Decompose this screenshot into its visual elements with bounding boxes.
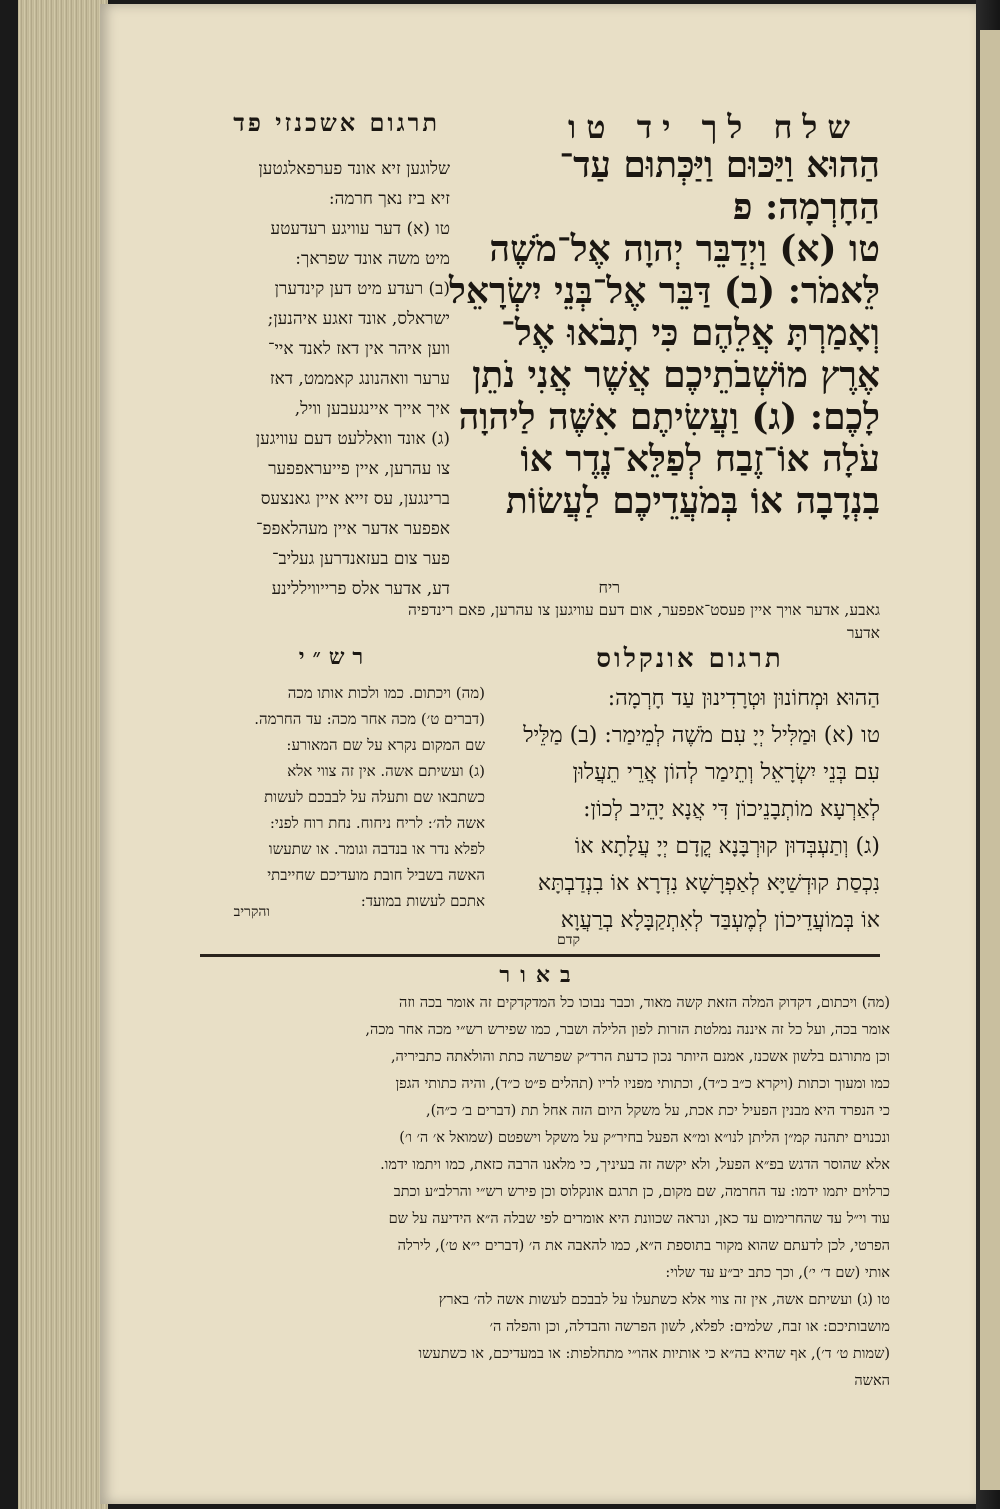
german-line: ישראלס, אונד זאגע איהנען;: [267, 309, 450, 329]
onkelos-line: נִכְסַת קוּדְשַׁיָּא לְאַפְרָשָׁא נִדְרָא אוֹ בִנְדַבְתָּא: [537, 871, 880, 896]
rashi-line: (מה) ויכתום. כמו ולכות אותו מכה: [287, 684, 485, 702]
german-line: אפפער אדער איין מעהלאפפ־: [256, 519, 450, 539]
biur-line: (שמות ט׳ ד׳), אף שהיא בה״א כי אותיות אהו״י מתחלפות: או במעדיכם, או כשתעשו: [418, 1346, 890, 1362]
german-line: צו עהרען, איין פייעראפפער: [268, 459, 450, 479]
biur-line: כי הנפרד היא מבנין הפעיל יכת אכת, על משקל היום הזה אחל תת (דברים ב׳ כ״ה),: [425, 1103, 890, 1119]
verse-catchword: ריח: [598, 578, 620, 597]
german-cont-line: אדער: [846, 624, 880, 642]
verse-line: וְאָמַרְתָּ אֲלֵהֶם כִּי תָבֹאוּ אֶל־: [501, 312, 880, 354]
german-line: (ב) רעדע מיט דען קינדערן: [274, 279, 450, 299]
verse-line: בִנְדָבָה אוֹ בְּמֹעֲדֵיכֶם לַעֲשׂוֹת: [505, 480, 880, 522]
german-line: זיא ביז נאך חרמה:: [328, 189, 450, 209]
biur-line: כמו ומעוך וכתות (ויקרא כ״ב כ״ד), וכתותי מפניו לריו (תהלים פ״ט כ״ד), והיה כתותי הגפן: [395, 1076, 890, 1092]
verse-line: לֵּאמֹר: (ב) דַּבֵּר אֶל־בְּנֵי יִשְׂרָאֵל: [449, 270, 880, 312]
rashi-line: כשתבאו שם ותעלה על לבבכם לעשות: [264, 788, 485, 806]
onkelos-catchword: קדם: [557, 932, 580, 948]
verse-line: הַהוּא וַיַּכּוּם וַיַּכְּתוּם עַד־: [559, 144, 880, 186]
parsha-header: שלח לך יד טו: [568, 108, 860, 146]
german-line: שלוגען זיא אונד פערפאלגטען: [258, 159, 450, 179]
verse-line: הַחָרְמָה: פ: [732, 186, 880, 228]
biur-line: האשה: [854, 1373, 890, 1389]
onkelos-line: הַהוּא וּמְחוֹנוּן וּטְרָדִינוּן עַד חָרְמָה:: [607, 686, 880, 711]
biur-line: (מה) ויכתום, דקדוק המלה הזאת קשה מאוד, וכבר נבוכו כל המדקדקים זה אומר בכה וזה: [399, 995, 890, 1011]
next-page-edge: [980, 30, 1000, 1490]
onkelos-line: לְאַרְעָא מוֹתְבָנֵיכוֹן דִּי אֲנָא יָהֵיב לְכוֹן:: [583, 797, 880, 822]
book-page-edges: [18, 0, 108, 1509]
biur-line: אותי (שם ד׳ י׳), וכך כתב יב״ע עד שלוי:: [665, 1265, 890, 1281]
rashi-line: (ג) ועשיתם אשה. אין זה צווי אלא: [287, 762, 485, 780]
torah-verse-block: [449, 144, 880, 522]
rashi-line: שם המקום נקרא על שם המאורע:: [286, 736, 485, 754]
biur-line: אלא שהוסר הדגש בפ״א הפעל, ולא יקשה זה בעיניך, כי מלאנו הרבה כזאת, כמו ויתמו ידמו.: [380, 1157, 890, 1173]
rashi-line: אשה לה׳: לריח ניחוח. נחת רוח לפני:: [269, 814, 485, 832]
onkelos-heading: תרגום אונקלוס: [596, 644, 784, 674]
german-line: איך אייך איינגעבען וויל,: [294, 399, 450, 419]
german-line: דע, אדער אלס פרייוויללינע: [271, 579, 450, 599]
german-translation-column: [200, 154, 450, 604]
german-continuation: [200, 598, 880, 644]
rashi-block: [200, 680, 485, 914]
biur-line: ונכנוים יתהנה קמ״ן הליתן לנו״א ומ״א הפעל בחיר״ק על משקל וישפטם (שמואל א׳ ה׳ ו׳): [399, 1130, 890, 1146]
biur-line: טו (ג) ועשיתם אשה, אין זה צווי אלא כשתעלו על לבבכם לעשות אשה לה׳ בארץ: [438, 1292, 890, 1308]
verse-line: עֹלָה אוֹ־זֶבַח לְפַלֵּא־נֶדֶר אוֹ: [520, 438, 880, 480]
onkelos-line: טו (א) וּמַלִּיל יְיָ עִם מֹשֶׁה לְמֵימַר: (ב) מַלֵּיל: [523, 723, 880, 748]
biur-line: אומר בכה, ועל כל זה איננה נמלטת הזרות לפון הלילה ושבר, כמו שפירש רש״י מכה אחר מכה,: [365, 1022, 890, 1038]
right-column-title: תרגום אשכנזי פד: [233, 108, 440, 137]
rashi-line: לפלא נדר או בנדבה וגומר. או שתעשו: [268, 840, 485, 858]
biur-line: הפרטי, לכן לדעתם שהוא מקור בתוספת ה״א, כמו להאבה את ה׳ (דברים י״א ט׳), לירלה: [397, 1238, 890, 1254]
german-line: טו (א) דער עוויגע רעדעטע: [270, 219, 450, 239]
german-line: מיט משה אונד שפראך:: [295, 249, 450, 269]
german-line: ערער וואהנונג קאממט, דאז: [269, 369, 450, 389]
rashi-line: אתכם לעשות במועד:: [360, 892, 485, 910]
german-line: פער צום בעזאנדרען געליב־: [271, 549, 450, 569]
onkelos-block: [515, 680, 880, 939]
section-divider: [200, 954, 880, 957]
book-page: [100, 4, 976, 1504]
verse-line: אֶרֶץ מוֹשְׁבֹתֵיכֶם אֲשֶׁר אֲנִי נֹתֵן: [472, 354, 880, 396]
rashi-heading: רש״י: [298, 644, 372, 670]
onkelos-line: אוֹ בְּמוֹעֲדֵיכוֹן לְמֶעְבַּד לְאִתְקַבָּלָא בְרַעֲוָא: [560, 908, 880, 933]
onkelos-line: (ג) וְתַעְבְּדוּן קוּרְבָּנָא קֳדָם יְיָ עֲלָתָא אוֹ: [574, 834, 880, 859]
biur-line: כרלוים יתמו ידמו: עד החרמה, שם מקום, כן תרגם אונקלוס וכן פירש רש״י והרלב״ע וכתב: [393, 1184, 890, 1200]
german-cont-line: גאבע, אדער אויך איין פעסט־אפפער, אום דעם עוויגען צו עהרען, פאם רינדפיה: [408, 601, 880, 619]
german-line: (ג) אונד וואללעט דעם עוויגען: [255, 429, 450, 449]
german-line: ברינגען, עס זייא איין גאנצעס: [260, 489, 450, 509]
rashi-line: (דברים ט׳) מכה אחר מכה: עד החרמה.: [254, 710, 485, 728]
rashi-catchword: והקריב: [233, 904, 270, 920]
biur-line: וכן מתורגם בלשון אשכנז, אמנם היותר נכון כדעת הרד״ק שפרשה כתת והולאתה כתביריה,: [390, 1049, 890, 1065]
german-line: ווען איהר אין דאז לאנד איי־: [267, 339, 450, 359]
onkelos-line: עִם בְּנֵי יִשְׂרָאֵל וְתֵימַר לְהוֹן אֲרֵי תֵעֲלוּן: [572, 760, 880, 785]
biur-heading: באור: [499, 962, 581, 988]
rashi-line: האשה בשביל חובת מועדיכם שחייבתי: [267, 866, 485, 884]
biur-block: [200, 990, 890, 1395]
biur-line: מושבותיכם: או זבח, שלמים: לפלא, לשון הפרשה והבדלה, וכן והפלה ה׳: [489, 1319, 890, 1335]
verse-line: לָכֶם: (ג) וַעֲשִׂיתֶם אִשֶּׁה לַיהוָה: [458, 396, 880, 438]
verse-line: טו (א) וַיְדַבֵּר יְהוָה אֶל־מֹשֶׁה: [489, 228, 880, 270]
biur-line: עוד וי״ל עד שהחרימום עד כאן, ונראה שכוונת היא אומרים לפי שבלה ה״א הידיעה על שם: [388, 1211, 890, 1227]
